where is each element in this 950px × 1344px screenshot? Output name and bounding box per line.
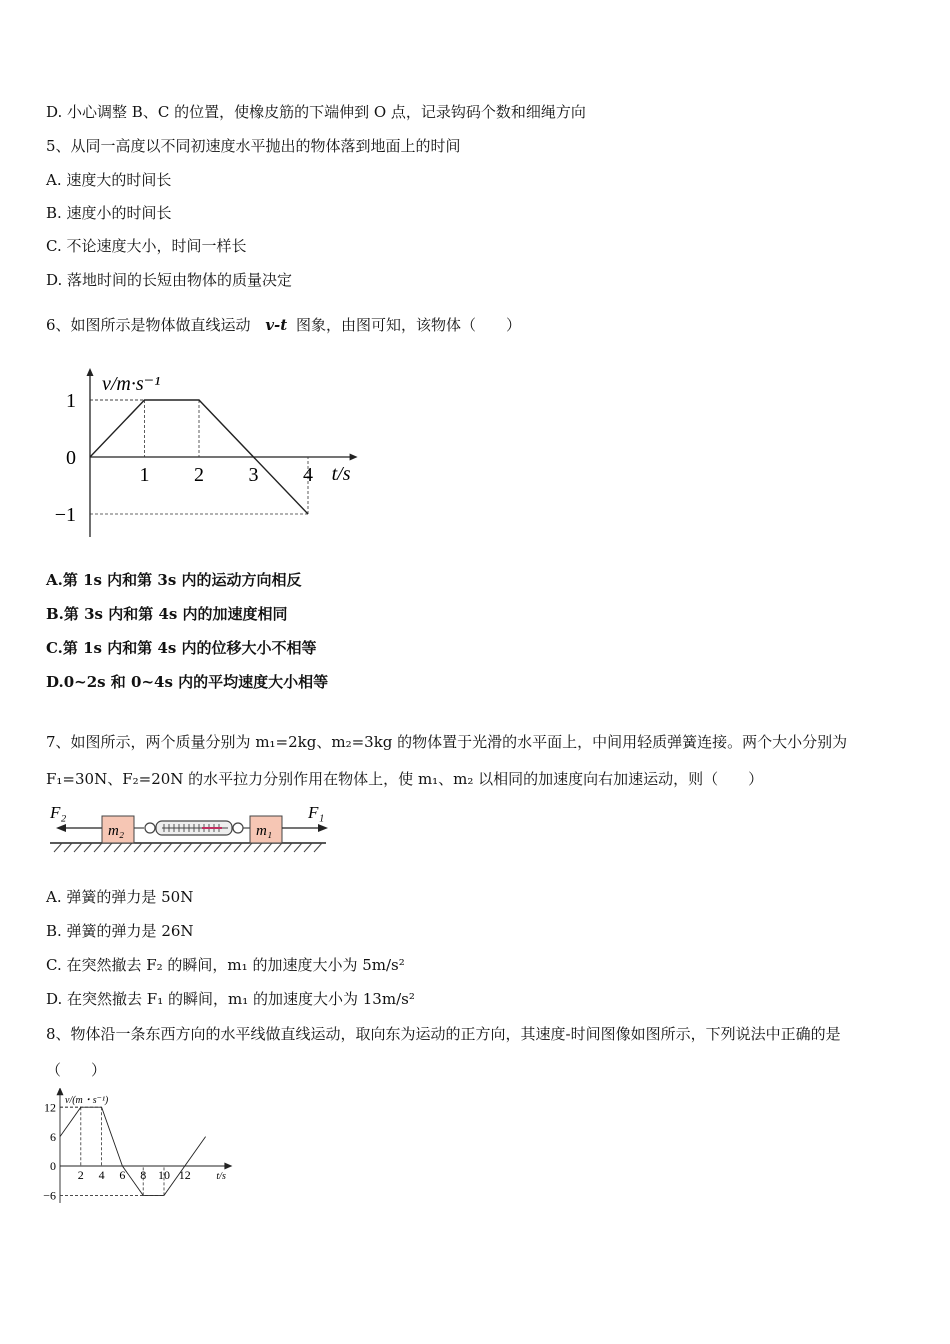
y-tick-label: 6 (50, 1129, 56, 1144)
q5-option-b: B. 速度小的时间长 (46, 204, 172, 222)
q7-stem-line1: 7、如图所示，两个质量分别为 m₁=2kg、m₂=3kg 的物体置于光滑的水平面上，中间用轻质弹簧连接。两个大小分别为 (46, 733, 848, 751)
f1-arrowhead (318, 824, 328, 832)
spring-block-figure (44, 800, 334, 860)
q5-option-c: C. 不论速度大小，时间一样长 (46, 237, 247, 255)
f2-arrowhead (56, 824, 66, 832)
q7-option-d: D. 在突然撤去 F₁ 的瞬间，m₁ 的加速度大小为 13m/s² (46, 990, 415, 1008)
spring-right-ring (233, 823, 243, 833)
m2-label: m₂ (108, 823, 125, 839)
x-axis-arrow (350, 454, 358, 461)
x-tick-label: 4 (303, 464, 313, 486)
q7-stem-line2: F₁=30N、F₂=20N 的水平拉力分别作用在物体上，使 m₁、m₂ 以相同的加速度向右加速运动，则（ ） (46, 770, 764, 788)
f1-label: F₁ (308, 803, 325, 822)
q6-option-b: B.第 3s 内和第 4s 内的加速度相同 (46, 605, 288, 623)
q6-option-d: D.0~2s 和 0~4s 内的平均速度大小相等 (46, 673, 329, 691)
q8-stem-line2: （ ） (46, 1061, 107, 1079)
x-tick-label: 1 (139, 464, 150, 486)
m1-label: m₁ (256, 823, 273, 839)
y-tick-label: 0 (66, 447, 76, 469)
q6-stem (46, 315, 521, 335)
q4-option-d: D. 小心调整 B、C 的位置，使橡皮筋的下端伸到 O 点，记录钩码个数和细绳方向 (46, 103, 586, 121)
y-tick-label: 1 (66, 390, 76, 412)
x-tick-label: 10 (158, 1168, 170, 1182)
x-tick-label: 3 (248, 464, 259, 486)
spring-left-ring (145, 823, 155, 833)
q7-option-b: B. 弹簧的弹力是 26N (46, 922, 194, 940)
ground-hatch (54, 843, 322, 852)
velocity-line (60, 1107, 206, 1195)
y-axis-arrow (57, 1088, 64, 1095)
q5-stem: 5、从同一高度以不同初速度水平抛出的物体落到地面上的时间 (46, 137, 461, 155)
q5-option-d: D. 落地时间的长短由物体的质量决定 (46, 271, 293, 289)
y-axis-arrow (87, 368, 94, 376)
f2-label: F₂ (50, 803, 67, 822)
x-axis-arrow (224, 1163, 232, 1170)
x-axis-label: t/s (331, 463, 351, 485)
q6-stem-prefix: 6、如图所示是物体做直线运动 (46, 316, 251, 334)
y-axis-label: v/m·s⁻¹ (102, 373, 161, 395)
y-tick-label: 0 (50, 1159, 56, 1174)
x-tick-label: 2 (194, 464, 204, 486)
x-tick-label: 8 (140, 1168, 147, 1182)
y-tick-label: 12 (44, 1100, 56, 1115)
y-tick-label: −1 (54, 504, 76, 526)
q6-option-a: A.第 1s 内和第 3s 内的运动方向相反 (46, 571, 302, 589)
y-axis-label: v/(m・s⁻¹) (65, 1095, 109, 1107)
q7-option-c: C. 在突然撤去 F₂ 的瞬间，m₁ 的加速度大小为 5m/s² (46, 956, 405, 974)
vt-graph-2 (40, 1088, 250, 1208)
q6-stem-suffix: 图象，由图可知，该物体（ ） (295, 316, 521, 334)
y-tick-label: −6 (43, 1188, 56, 1203)
x-axis-label: t/s (216, 1171, 226, 1182)
x-tick-label: 12 (178, 1168, 191, 1182)
q8-stem-line1: 8、物体沿一条东西方向的水平线做直线运动，取向东为运动的正方向，其速度-时间图像如图所示，下列说法中正确的是 (46, 1025, 841, 1043)
q6-option-c: C.第 1s 内和第 4s 内的位移大小不相等 (46, 639, 317, 657)
vt-graph-1 (40, 357, 360, 547)
x-tick-label: 2 (77, 1168, 84, 1182)
x-tick-label: 4 (98, 1168, 105, 1182)
q6-stem-var: v-t (265, 316, 288, 334)
x-tick-label: 6 (119, 1168, 126, 1182)
q5-option-a: A. 速度大的时间长 (46, 171, 172, 189)
q7-option-a: A. 弹簧的弹力是 50N (46, 888, 194, 906)
